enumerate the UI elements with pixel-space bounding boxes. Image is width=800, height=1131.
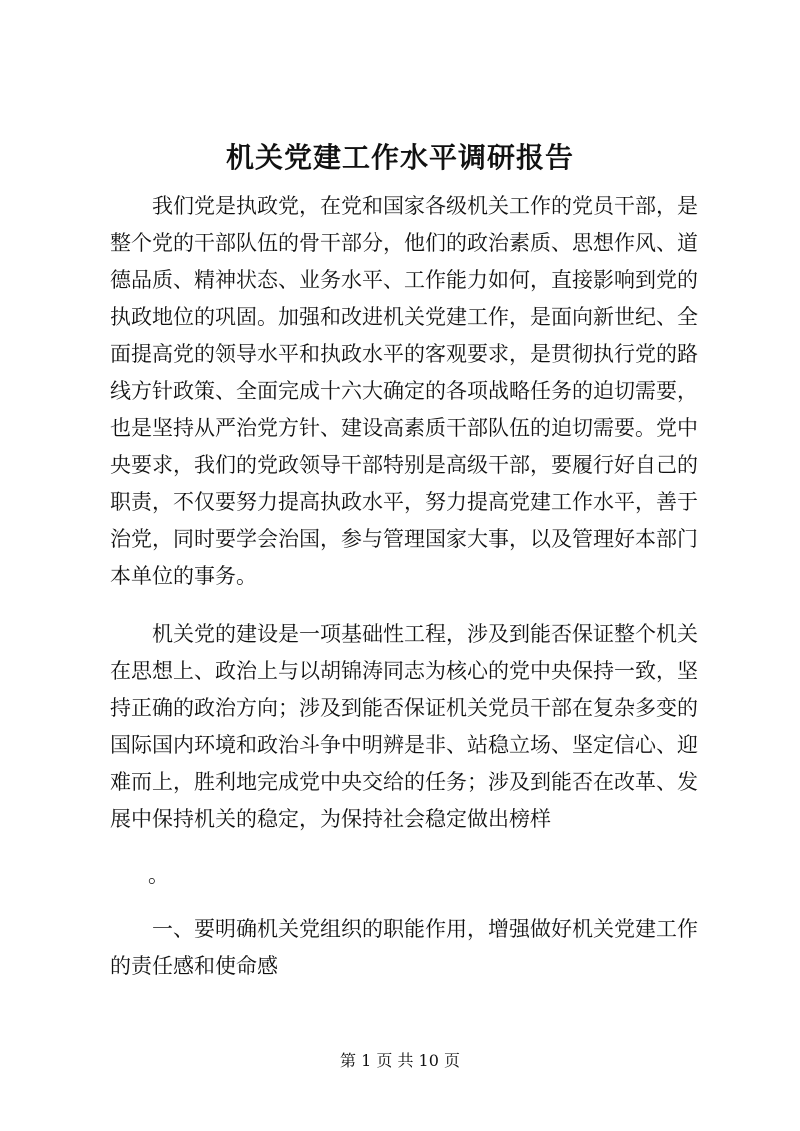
paragraph-1-line: 德品质、精神状态、业务水平、工作能力如何，直接影响到党的 xyxy=(110,268,698,292)
paragraph-1-line: 本单位的事务。 xyxy=(110,564,257,588)
page-footer: 第 1 页 共 10 页 xyxy=(340,1051,460,1070)
paragraph-1-line: 面提高党的领导水平和执政水平的客观要求，是贯彻执行党的路 xyxy=(110,342,698,366)
paragraph-2-line: 难而上，胜利地完成党中央交给的任务；涉及到能否在改革、发 xyxy=(110,770,698,794)
paragraph-2-line: 持正确的政治方向；涉及到能否保证机关党员干部在复杂多变的 xyxy=(110,696,698,720)
paragraph-1-line: 执政地位的巩固。加强和改进机关党建工作，是面向新世纪、全 xyxy=(110,305,698,329)
paragraph-1-line: 治党，同时要学会治国，参与管理国家大事，以及管理好本部门 xyxy=(110,527,698,551)
section-heading-line: 的责任感和使命感 xyxy=(110,954,278,978)
paragraph-2-line: 机关党的建设是一项基础性工程，涉及到能否保证整个机关 xyxy=(152,622,698,646)
section-heading-line: 一、要明确机关党组织的职能作用，增强做好机关党建工作 xyxy=(152,917,698,941)
paragraph-1-line: 线方针政策、全面完成十六大确定的各项战略任务的迫切需要， xyxy=(110,379,698,403)
paragraph-2-line: 展中保持机关的稳定，为保持社会稳定做出榜样 xyxy=(110,807,551,831)
paragraph-1-line: 央要求，我们的党政领导干部特别是高级干部，要履行好自己的 xyxy=(110,453,698,477)
paragraph-1-line: 职责，不仅要努力提高执政水平，努力提高党建工作水平，善于 xyxy=(110,490,698,514)
paragraph-1-line: 我们党是执政党，在党和国家各级机关工作的党员干部，是 xyxy=(152,194,698,218)
paragraph-1-line: 也是坚持从严治党方针、建设高素质干部队伍的迫切需要。党中 xyxy=(110,416,698,440)
paragraph-2-line: 在思想上、政治上与以胡锦涛同志为核心的党中央保持一致，坚 xyxy=(110,659,698,683)
paragraph-2-line: 国际国内环境和政治斗争中明辨是非、站稳立场、坚定信心、迎 xyxy=(110,733,698,757)
paragraph-1-line: 整个党的干部队伍的骨干部分，他们的政治素质、思想作风、道 xyxy=(110,231,698,255)
stray-period: 。 xyxy=(148,863,169,887)
document-title: 机关党建工作水平调研报告 xyxy=(225,141,574,174)
